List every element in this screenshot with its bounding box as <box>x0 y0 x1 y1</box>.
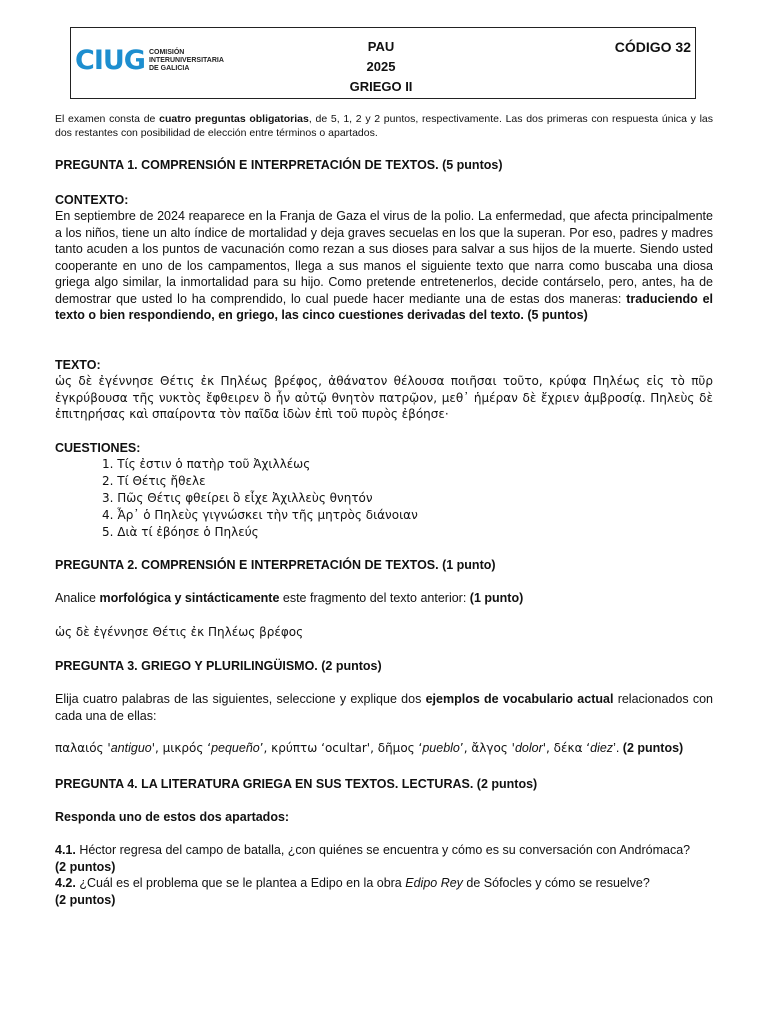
exam-title-block <box>321 37 441 97</box>
exam-code: CÓDIGO 32 <box>614 39 691 55</box>
q3-words: παλαιός 'antiguo', μικρός ‘pequeño’, κρύπτω ‘ocultar', δῆμος ‘pueblo’, ἄλγος 'dolor', δέκα ‘diez’. (2 puntos) <box>55 741 684 755</box>
q4-heading: PREGUNTA 4. LA LITERATURA GRIEGA EN SUS TEXTOS. LECTURAS. (2 puntos) <box>55 777 538 791</box>
q4-option-1: 4.1. Héctor regresa del campo de batalla, ¿con quiénes se encuentra y cómo es su conversación con Andrómaca? (2 puntos) <box>55 843 691 874</box>
list-item: 4. Ἆρ᾽ ὁ Πηλεὺς γιγνώσκει τὴν τῆς μητρὸς διάνοιαν <box>102 508 418 522</box>
q2-instruction: Analice morfológica y sintácticamente este fragmento del texto anterior: (1 punto) <box>55 591 524 605</box>
q1-text-label: TEXTO: <box>55 358 101 372</box>
logo-mark: CIUG <box>75 45 145 76</box>
q1-greek-text: ὡς δὲ ἐγέννησε Θέτις ἐκ Πηλέως βρέφος, ἀθάνατον θέλουσα ποιῆσαι τοῦτο, κρύφα Πηλέως εἰς τὸ πῦρ ἐγκρύβουσα τῆς νυκτὸς ἔφθειρεν ὃ ἦν αὐτῷ θνητὸν πατρῷον, μεθ᾽ ἡμέραν δὲ ἔχριεν ἀμβροσίᾳ. Πηλεὺς δὲ ἐπιτηρήσας καὶ σπαίροντα τὸν παῖδα ἰδὼν ἐπὶ τοῦ πυρὸς ἐβόησε· <box>55 374 713 421</box>
q2-heading: PREGUNTA 2. COMPRENSIÓN E INTERPRETACIÓN DE TEXTOS. (1 punto) <box>55 558 496 572</box>
q2-fragment: ὡς δὲ ἐγέννησε Θέτις ἐκ Πηλέως βρέφος <box>55 625 304 639</box>
exam-subject: GRIEGO II <box>349 79 413 94</box>
list-item: 3. Πῶς Θέτις φθείρει ὃ εἶχε Ἀχιλλεὺς θνητόν <box>102 491 373 505</box>
exam-year: 2025 <box>366 59 396 74</box>
logo-text: COMISIÓN INTERUNIVERSITARIA DE GALICIA <box>148 49 224 72</box>
list-item: 2. Τί Θέτις ἤθελε <box>102 474 206 488</box>
question-list <box>55 456 713 541</box>
exam-type: PAU <box>367 39 395 54</box>
q3-instruction: Elija cuatro palabras de las siguientes, seleccione y explique dos ejemplos de vocabulario actual relacionados con cada una de ellas: <box>55 692 713 723</box>
exam-intro: El examen consta de cuatro preguntas obligatorias, de 5, 1, 2 y 2 puntos, respectivamente. Las dos primeras con respuesta única y las dos restantes con posibilidad de elección entre términos o apartados. <box>55 113 713 139</box>
q1-questions-label: CUESTIONES: <box>55 441 141 455</box>
list-item: 5. Διὰ τί ἐβόησε ὁ Πηλεύς <box>102 525 259 539</box>
q1-context: En septiembre de 2024 reaparece en la Franja de Gaza el virus de la polio. La enfermedad, que afecta principalmente a los niños, tiene un alto índice de mortalidad y deja graves secuelas en los que la superan. Por eso, padres y madres tanto acuden a los puntos de vacunación como rezan a sus dioses para salvar a sus hijos de la muerte. Siendo usted cooperante en uno de los campamentos, llega a sus manos el siguiente texto que narra como buscaba una diosa griega algo similar, la inmortalidad para su hijo. Como pretende entretenerlos, decide contárselo, pero, antes, ha de demostrar que usted lo ha comprendido, lo cual puede hacer mediante una de estas dos maneras: traduciendo el texto o bien respondiendo, en griego, las cinco cuestiones derivadas del texto. (5 puntos) <box>55 209 713 322</box>
q4-instruction: Responda uno de estos dos apartados: <box>55 810 290 824</box>
list-item: 1. Τίς ἐστιν ὁ πατὴρ τοῦ Ἀχιλλέως <box>102 457 311 471</box>
q3-heading: PREGUNTA 3. GRIEGO Y PLURILINGÜISMO. (2 puntos) <box>55 659 382 673</box>
q1-questions <box>55 456 713 541</box>
q1-heading: PREGUNTA 1. COMPRENSIÓN E INTERPRETACIÓN DE TEXTOS. (5 puntos) <box>55 158 503 172</box>
q4-option-2: 4.2. ¿Cuál es el problema que se le plantea a Edipo en la obra Edipo Rey de Sófocles y cómo se resuelve? (2 puntos) <box>55 876 650 907</box>
ciug-logo <box>75 45 224 76</box>
exam-header <box>70 27 696 99</box>
q1-context-label: CONTEXTO: <box>55 193 129 207</box>
